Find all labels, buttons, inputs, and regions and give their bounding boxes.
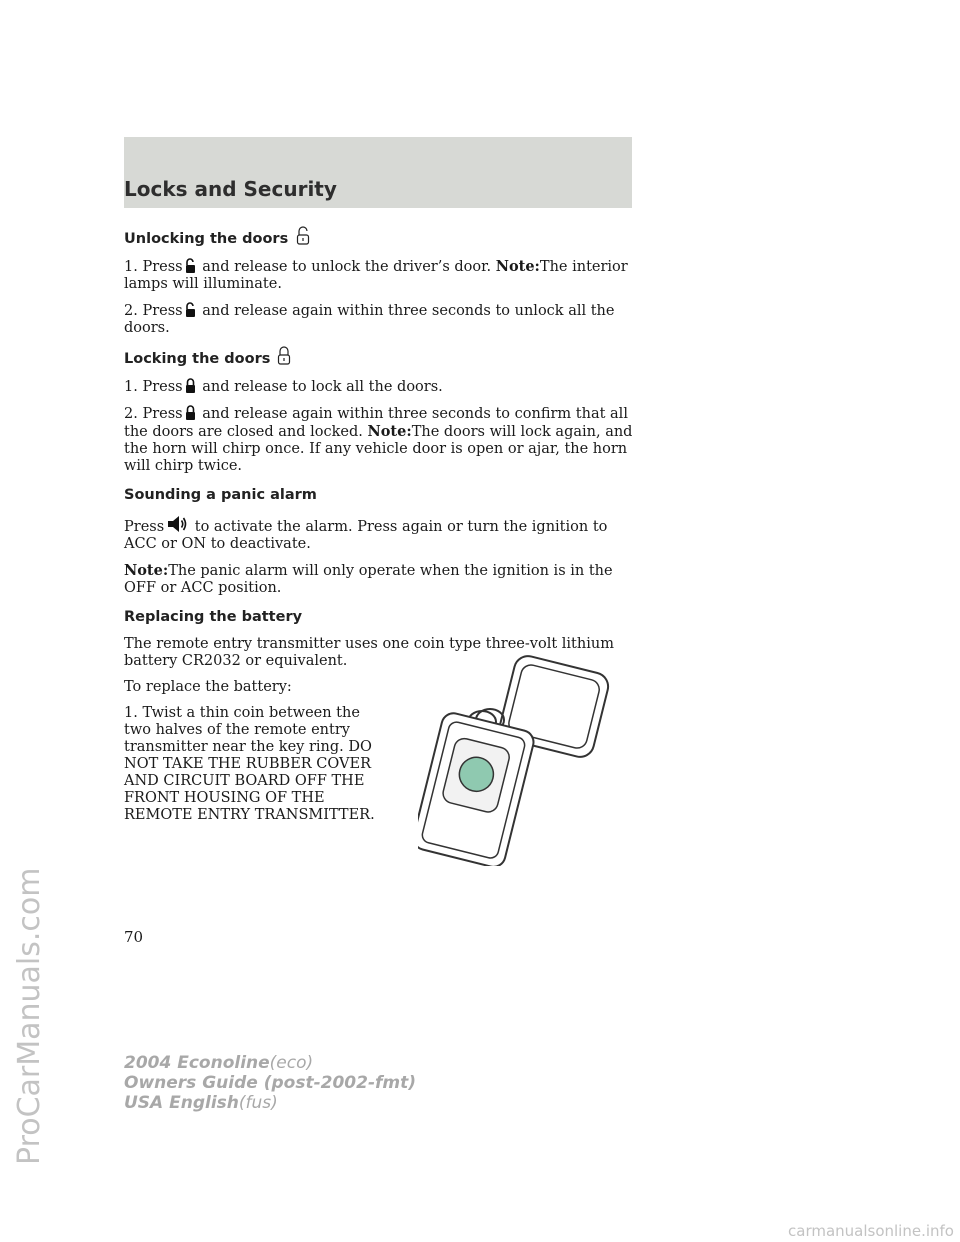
footer-language: USA English	[124, 1093, 239, 1113]
footer-language-code: (fus)	[238, 1093, 278, 1113]
unlock-heading	[124, 226, 634, 250]
horn-icon	[166, 514, 188, 534]
note-label: Note:	[124, 562, 169, 579]
footer-model: 2004 Econoline	[124, 1053, 270, 1073]
lock-step-1-pre: 1. Press	[124, 379, 183, 395]
note-label: Note:	[367, 423, 412, 440]
lock-step-2	[124, 405, 634, 475]
footer-line-2: Owners Guide (post-2002-fmt)	[124, 1073, 417, 1093]
panic-pre: Press	[124, 519, 165, 535]
lock-step-2-pre: 2. Press	[124, 406, 183, 422]
page-number: 70	[124, 928, 144, 946]
unlock-step-2-text: and release again within three seconds to unlock all the doors.	[124, 303, 615, 336]
bottom-watermark: carmanualsonline.info	[788, 1222, 954, 1240]
battery-intro: The remote entry transmitter uses one coin type three-volt lithium battery CR2032 or equivalent.	[124, 636, 614, 669]
unlock-step-1	[124, 258, 634, 293]
lock-heading-text: Locking the doors	[124, 351, 271, 367]
unlock-heading-text: Unlocking the doors	[124, 231, 289, 247]
lock-icon	[185, 405, 196, 421]
side-watermark: ProCarManuals.com	[12, 867, 47, 1165]
battery-step-1: 1. Twist a thin coin between the two halves of the remote entry transmitter near the key ring. DO NOT TAKE THE RUBBER COVER AND CIRCUIT BOARD OFF THE FRONT HOUSING OF THE REMOTE ENTRY TRANSMITTER.	[124, 705, 375, 823]
unlock-step-2	[124, 302, 634, 337]
note-label: Note:	[495, 258, 540, 275]
unlock-icon	[295, 226, 311, 246]
footer-line-1	[124, 1053, 416, 1073]
lock-step-2-note: The doors will lock again, and the horn will chirp once. If any vehicle door is open or ajar, the horn will chirp twice.	[124, 424, 633, 474]
battery-lead: To replace the battery:	[124, 679, 292, 695]
lock-icon	[277, 346, 291, 366]
footer-line-3	[124, 1093, 416, 1113]
unlock-icon	[185, 302, 196, 318]
unlock-step-1-pre: 1. Press	[124, 259, 183, 275]
unlock-icon	[185, 258, 196, 274]
panic-instruction	[124, 514, 634, 553]
unlock-step-2-pre: 2. Press	[124, 303, 183, 319]
panic-note	[124, 562, 634, 597]
lock-icon	[185, 378, 196, 394]
section-title: Locks and Security	[124, 177, 337, 201]
document-footer	[124, 1053, 416, 1113]
footer-model-code: (eco)	[269, 1053, 314, 1073]
keyfob-front-half	[418, 711, 536, 866]
unlock-step-1-note: The interior lamps will illuminate.	[124, 259, 628, 292]
lock-step-2-text: and release again within three seconds to confirm that all the doors are closed and locked.	[124, 406, 628, 440]
panic-text: to activate the alarm. Press again or turn the ignition to ACC or ON to deactivate.	[124, 519, 608, 552]
lock-step-1-text: and release to lock all the doors.	[202, 379, 443, 395]
lock-heading	[124, 346, 634, 370]
panic-heading: Sounding a panic alarm	[124, 487, 317, 503]
battery-heading: Replacing the battery	[124, 609, 303, 625]
unlock-step-1-text: and release to unlock the driver’s door.	[202, 259, 492, 275]
panic-note-text: The panic alarm will only operate when the ignition is in the OFF or ACC position.	[124, 563, 613, 596]
keyfob-illustration	[418, 652, 618, 866]
lock-step-1	[124, 378, 634, 396]
